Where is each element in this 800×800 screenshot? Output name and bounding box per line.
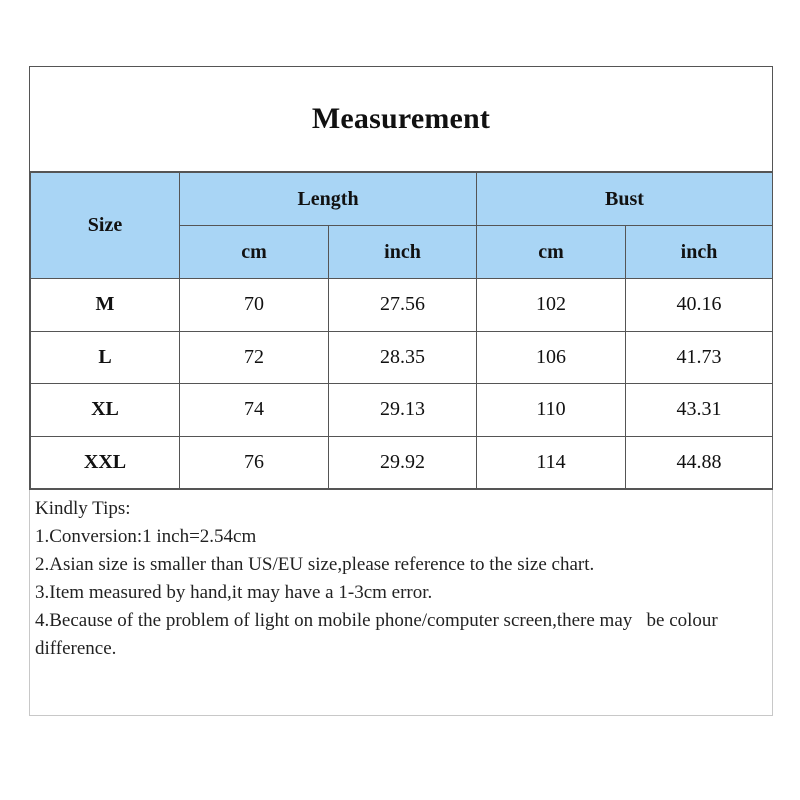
tip-item: 1.Conversion:1 inch=2.54cm [35,526,257,547]
length-inch-cell: 27.56 [329,279,477,332]
bust-cm-cell: 106 [477,331,626,384]
size-cell: XL [31,384,180,437]
header-row-groups [31,173,773,226]
bust-cm-cell: 110 [477,384,626,437]
table-row [31,384,773,437]
length-inch-cell: 28.35 [329,331,477,384]
tip-item: 3.Item measured by hand,it may have a 1-3cm error. [35,582,433,603]
size-table [30,172,773,489]
bust-cm-cell: 102 [477,279,626,332]
bust-group-header: Bust [477,173,773,226]
tips-heading: Kindly Tips: [35,498,131,519]
bust-cm-cell: 114 [477,436,626,489]
table-row [31,331,773,384]
length-cm-cell: 76 [180,436,329,489]
length-cm-header: cm [180,226,329,279]
length-inch-header: inch [329,226,477,279]
chart-title-bar [30,67,772,172]
length-inch-cell: 29.13 [329,384,477,437]
bust-inch-cell: 41.73 [626,331,773,384]
tip-item: 4.Because of the problem of light on mobile phone/computer screen,there may be colour difference. [35,610,723,659]
bust-inch-cell: 44.88 [626,436,773,489]
tip-item: 2.Asian size is smaller than US/EU size,please reference to the size chart. [35,554,595,575]
length-inch-cell: 29.92 [329,436,477,489]
size-cell: M [31,279,180,332]
length-cm-cell: 70 [180,279,329,332]
length-cm-cell: 74 [180,384,329,437]
tips-box [29,490,773,716]
bust-inch-cell: 40.16 [626,279,773,332]
chart-title: Measurement [311,102,491,135]
table-row [31,436,773,489]
bust-inch-header: inch [626,226,773,279]
table-row [31,279,773,332]
length-group-header: Length [180,173,477,226]
size-chart [29,66,773,490]
length-cm-cell: 72 [180,331,329,384]
size-column-header: Size [31,173,180,279]
size-cell: L [31,331,180,384]
size-cell: XXL [31,436,180,489]
bust-cm-header: cm [477,226,626,279]
bust-inch-cell: 43.31 [626,384,773,437]
